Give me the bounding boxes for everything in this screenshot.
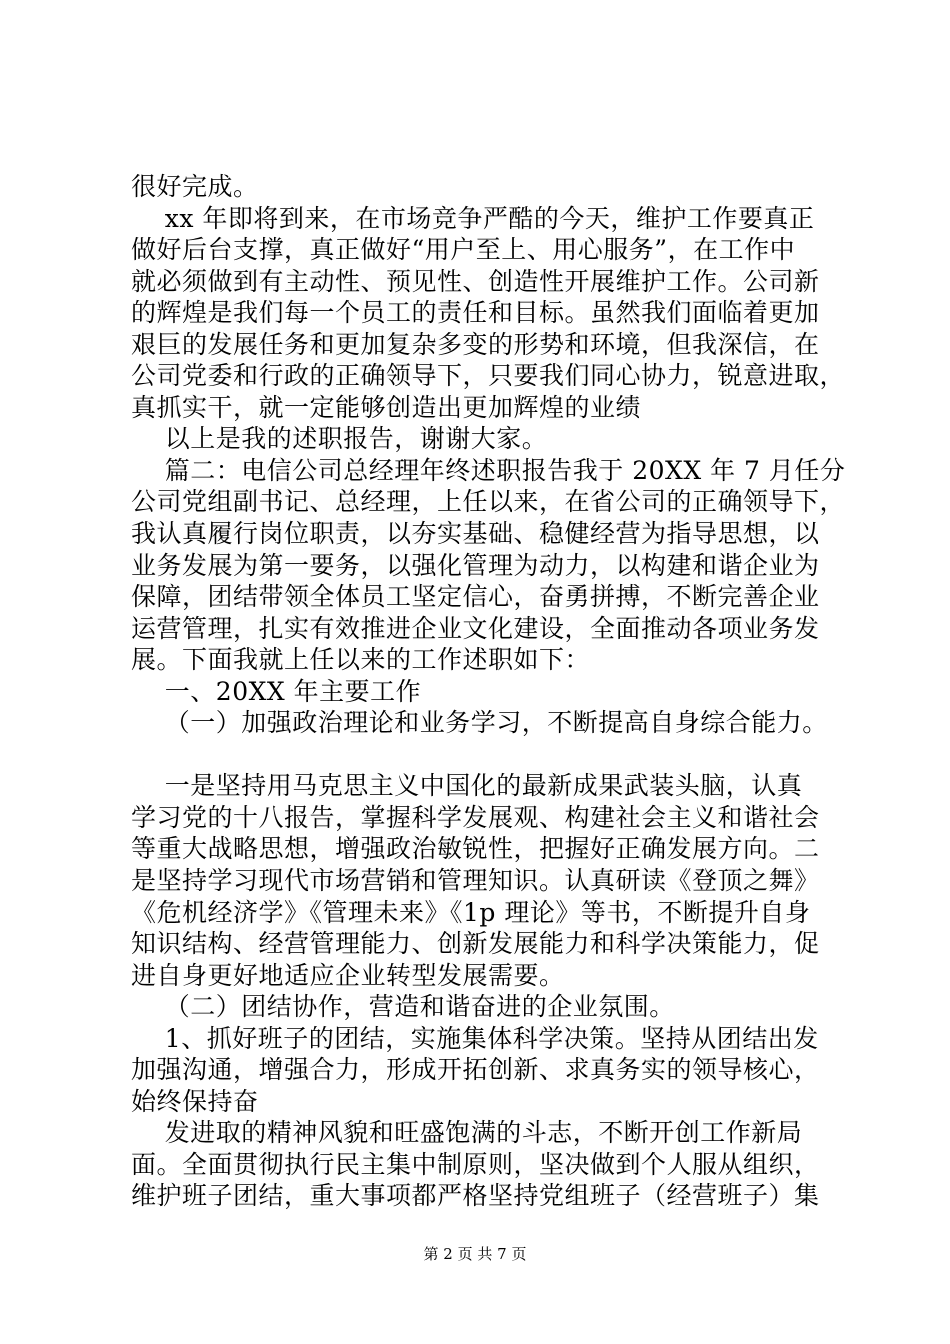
body-text-line: 加强沟通，增强合力，形成开拓创新、求真务实的领导核心，: [131, 1055, 820, 1084]
body-text-line: 《危机经济学》《管理未来》《1p 理论》等书，不断提升自身: [131, 898, 811, 927]
body-text-line: 一是坚持用马克思主义中国化的最新成果武装头脑，认真: [131, 771, 803, 800]
body-text-line: 学习党的十八报告，掌握科学发展观、构建社会主义和谐社会: [131, 803, 820, 832]
body-text-line: 公司党组副书记、总经理，上任以来，在省公司的正确领导下，: [131, 487, 846, 516]
body-text-line: 发进取的精神风貌和旺盛饱满的斗志，不断开创工作新局: [131, 1118, 803, 1147]
body-text-line: 知识结构、经营管理能力、创新发展能力和科学决策能力，促: [131, 929, 820, 958]
body-text-line: 做好后台支撑，真正做好“用户至上、用心服务”，在工作中: [131, 235, 796, 264]
body-text-line: 的辉煌是我们每一个员工的责任和目标。虽然我们面临着更加: [131, 298, 820, 327]
body-text-line: 篇二：电信公司总经理年终述职报告我于 20XX 年 7 月任分: [131, 456, 846, 485]
body-text-line: 很好完成。: [131, 172, 259, 201]
body-text-line: 艰巨的发展任务和更加复杂多变的形势和环境，但我深信，在: [131, 330, 820, 359]
body-text-line: 面。全面贯彻执行民主集中制原则，坚决做到个人服从组织，: [131, 1150, 820, 1179]
subsection-heading: （一）加强政治理论和业务学习，不断提高自身综合能力。: [131, 708, 828, 737]
body-text-line: 进自身更好地适应企业转型发展需要。: [131, 961, 565, 990]
body-text-line: 以上是我的述职报告，谢谢大家。: [131, 424, 548, 453]
body-text-line: xx 年即将到来，在市场竞争严酷的今天，维护工作要真正: [131, 204, 815, 233]
body-text-line: 始终保持奋: [131, 1087, 259, 1116]
body-text-line: 保障，团结带领全体员工坚定信心，奋勇拼搏，不断完善企业: [131, 582, 820, 611]
subsection-heading: （二）团结协作，营造和谐奋进的企业氛围。: [131, 992, 675, 1021]
body-text-line: 业务发展为第一要务，以强化管理为动力，以构建和谐企业为: [131, 551, 820, 580]
body-text-line: 真抓实干，就一定能够创造出更加辉煌的业绩: [131, 393, 642, 422]
section-heading: 一、20XX 年主要工作: [131, 677, 422, 706]
body-text-line: 展。下面我就上任以来的工作述职如下：: [131, 645, 591, 674]
body-text-line: 我认真履行岗位职责，以夯实基础、稳健经营为指导思想，以: [131, 519, 820, 548]
body-text-line: 等重大战略思想，增强政治敏锐性，把握好正确发展方向。二: [131, 834, 820, 863]
body-text-line: 是坚持学习现代市场营销和管理知识。认真研读《登顶之舞》: [131, 866, 820, 895]
body-text-line: 公司党委和行政的正确领导下，只要我们同心协力，锐意进取，: [131, 361, 846, 390]
body-text-line: 维护班子团结，重大事项都严格坚持党组班子（经营班子）集: [131, 1181, 820, 1210]
page-footer: 第 2 页 共 7 页: [423, 1245, 527, 1263]
body-text-line: 运营管理，扎实有效推进企业文化建设，全面推动各项业务发: [131, 614, 820, 643]
body-text-line: 1、抓好班子的团结，实施集体科学决策。坚持从团结出发: [131, 1024, 819, 1053]
body-text-line: 就必须做到有主动性、预见性、创造性开展维护工作。公司新: [131, 267, 820, 296]
